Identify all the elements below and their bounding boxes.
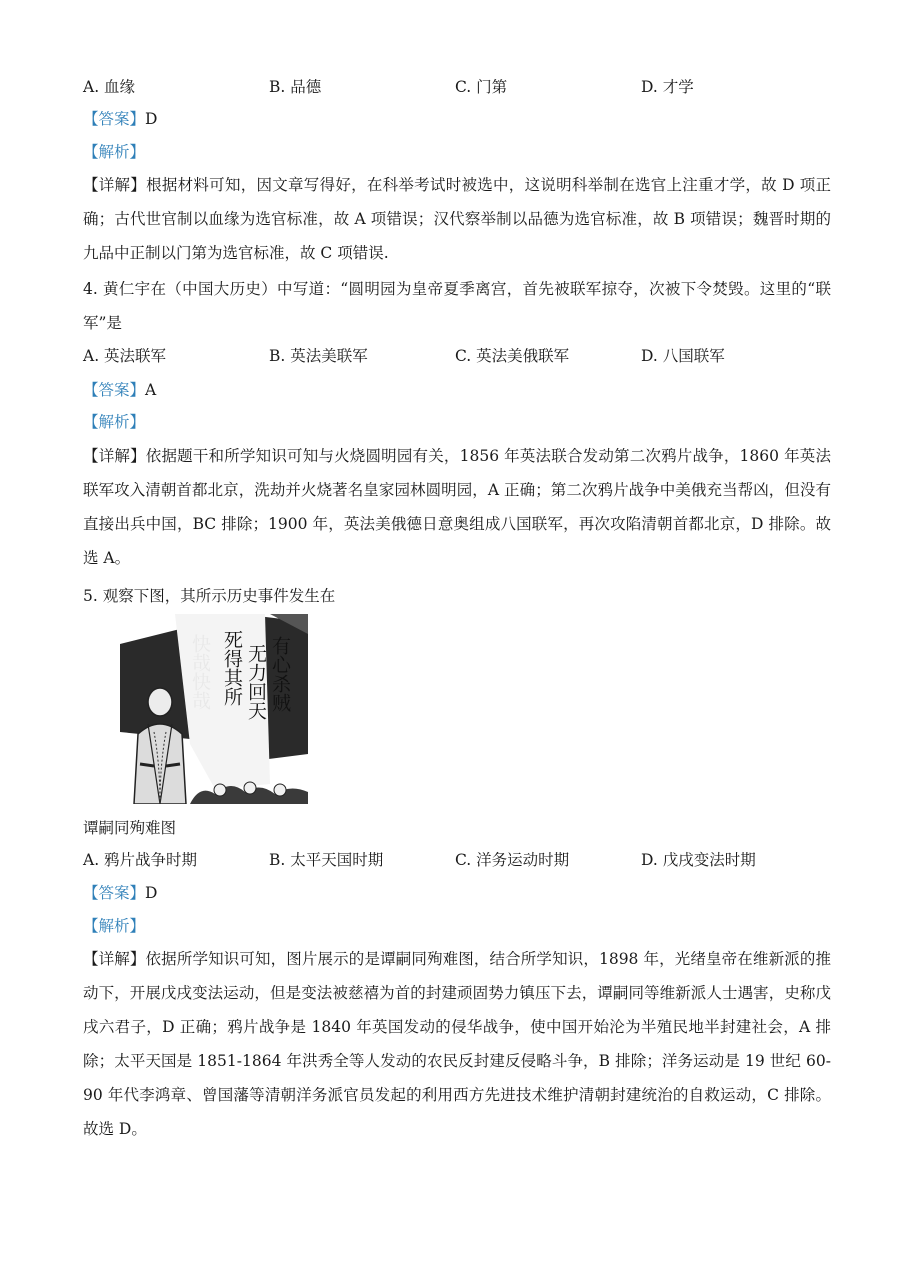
q3-option-c: C. 门第 <box>455 78 508 96</box>
answer-value: A <box>145 381 157 399</box>
q4-stem: 4. 黄仁宇在（中国大历史）中写道：“圆明园为皇帝夏季离宫，首先被联军掠夺，次被下令焚毁。这里的“联军”是 <box>83 280 831 332</box>
detail-tag: 【详解】 <box>83 950 146 968</box>
answer-value: D <box>145 884 158 902</box>
q4-option-d: D. 八国联军 <box>641 347 725 365</box>
answer-tag: 【答案】 <box>83 110 146 128</box>
answer-value: D <box>145 110 158 128</box>
q4-option-a: A. 英法联军 <box>83 347 167 365</box>
q5-analysis-heading: 【解析】 <box>83 917 146 935</box>
answer-tag: 【答案】 <box>83 884 146 902</box>
q3-analysis-heading: 【解析】 <box>83 143 146 161</box>
q5-option-d: D. 戊戌变法时期 <box>641 851 756 869</box>
detail-text: 依据题干和所学知识可知与火烧圆明园有关，1856 年英法联合发动第二次鸦片战争，1860 年英法联军攻入清朝首都北京，洗劫并火烧著名皇家园林圆明园，A 正确；第二次鸦片战争中美俄充当帮凶，但没有直接出兵中国，BC 排除；1900 年，英法美俄德日意奥组成八国联军，再次攻陷清朝首都北京，D 排除。故选 A。 <box>83 447 831 567</box>
detail-tag: 【详解】 <box>83 447 146 465</box>
calligraphy-col-3: 死得其所 <box>221 630 243 706</box>
q3-option-d: D. 才学 <box>641 78 694 96</box>
tan-sitong-illustration <box>120 614 308 804</box>
illustration-svg <box>120 614 308 804</box>
q4-option-c: C. 英法美俄联军 <box>455 347 570 365</box>
q5-caption: 谭嗣同殉难图 <box>83 819 177 837</box>
figure-head <box>148 688 172 716</box>
q5-stem: 5. 观察下图，其所示历史事件发生在 <box>83 587 336 605</box>
q5-option-b: B. 太平天国时期 <box>269 851 384 869</box>
detail-tag: 【详解】 <box>83 176 147 194</box>
q4-option-b: B. 英法美联军 <box>269 347 368 365</box>
q4-answer <box>83 380 156 400</box>
detail-text: 根据材料可知，因文章写得好，在科举考试时被选中，这说明科举制在选官上注重才学，故 D 项正确；古代世官制以血缘为选官标准，故 A 项错误；汉代察举制以品德为选官标准，故 B 项错误；魏晋时期的九品中正制以门第为选官标准，故 C 项错误. <box>83 176 831 262</box>
q5-option-a: A. 鸦片战争时期 <box>83 851 198 869</box>
answer-tag: 【答案】 <box>83 381 146 399</box>
q4-analysis-heading: 【解析】 <box>83 413 146 431</box>
q4-detail <box>83 439 831 575</box>
calligraphy-col-4: 快哉快哉 <box>189 634 211 710</box>
q5-detail <box>83 942 831 1146</box>
calligraphy-col-1: 有心杀贼 <box>269 636 291 712</box>
q3-answer <box>83 109 157 129</box>
q5-option-c: C. 洋务运动时期 <box>455 851 570 869</box>
q5-answer <box>83 883 157 903</box>
q3-option-a: A. 血缘 <box>83 78 136 96</box>
calligraphy-col-2: 无力回天 <box>245 644 267 720</box>
detail-text: 依据所学知识可知，图片展示的是谭嗣同殉难图，结合所学知识，1898 年，光绪皇帝在维新派的推动下，开展戊戌变法运动，但是变法被慈禧为首的封建顽固势力镇压下去，谭嗣同等维新派人士遇害，史称戊戌六君子，D 正确；鸦片战争是 1840 年英国发动的侵华战争，使中国开始沦为半殖民地半封建社会，A 排除；太平天国是 1851-1864 年洪秀全等人发动的农民反封建反侵略斗争，B 排除；洋务运动是 19 世纪 60-90 年代李鸿章、曾国藩等清朝洋务派官员发起的利用西方先进技术维护清朝封建统治的自救运动，C 排除。故选 D。 <box>83 950 831 1138</box>
q3-detail <box>83 168 831 270</box>
q3-option-b: B. 品德 <box>269 78 322 96</box>
